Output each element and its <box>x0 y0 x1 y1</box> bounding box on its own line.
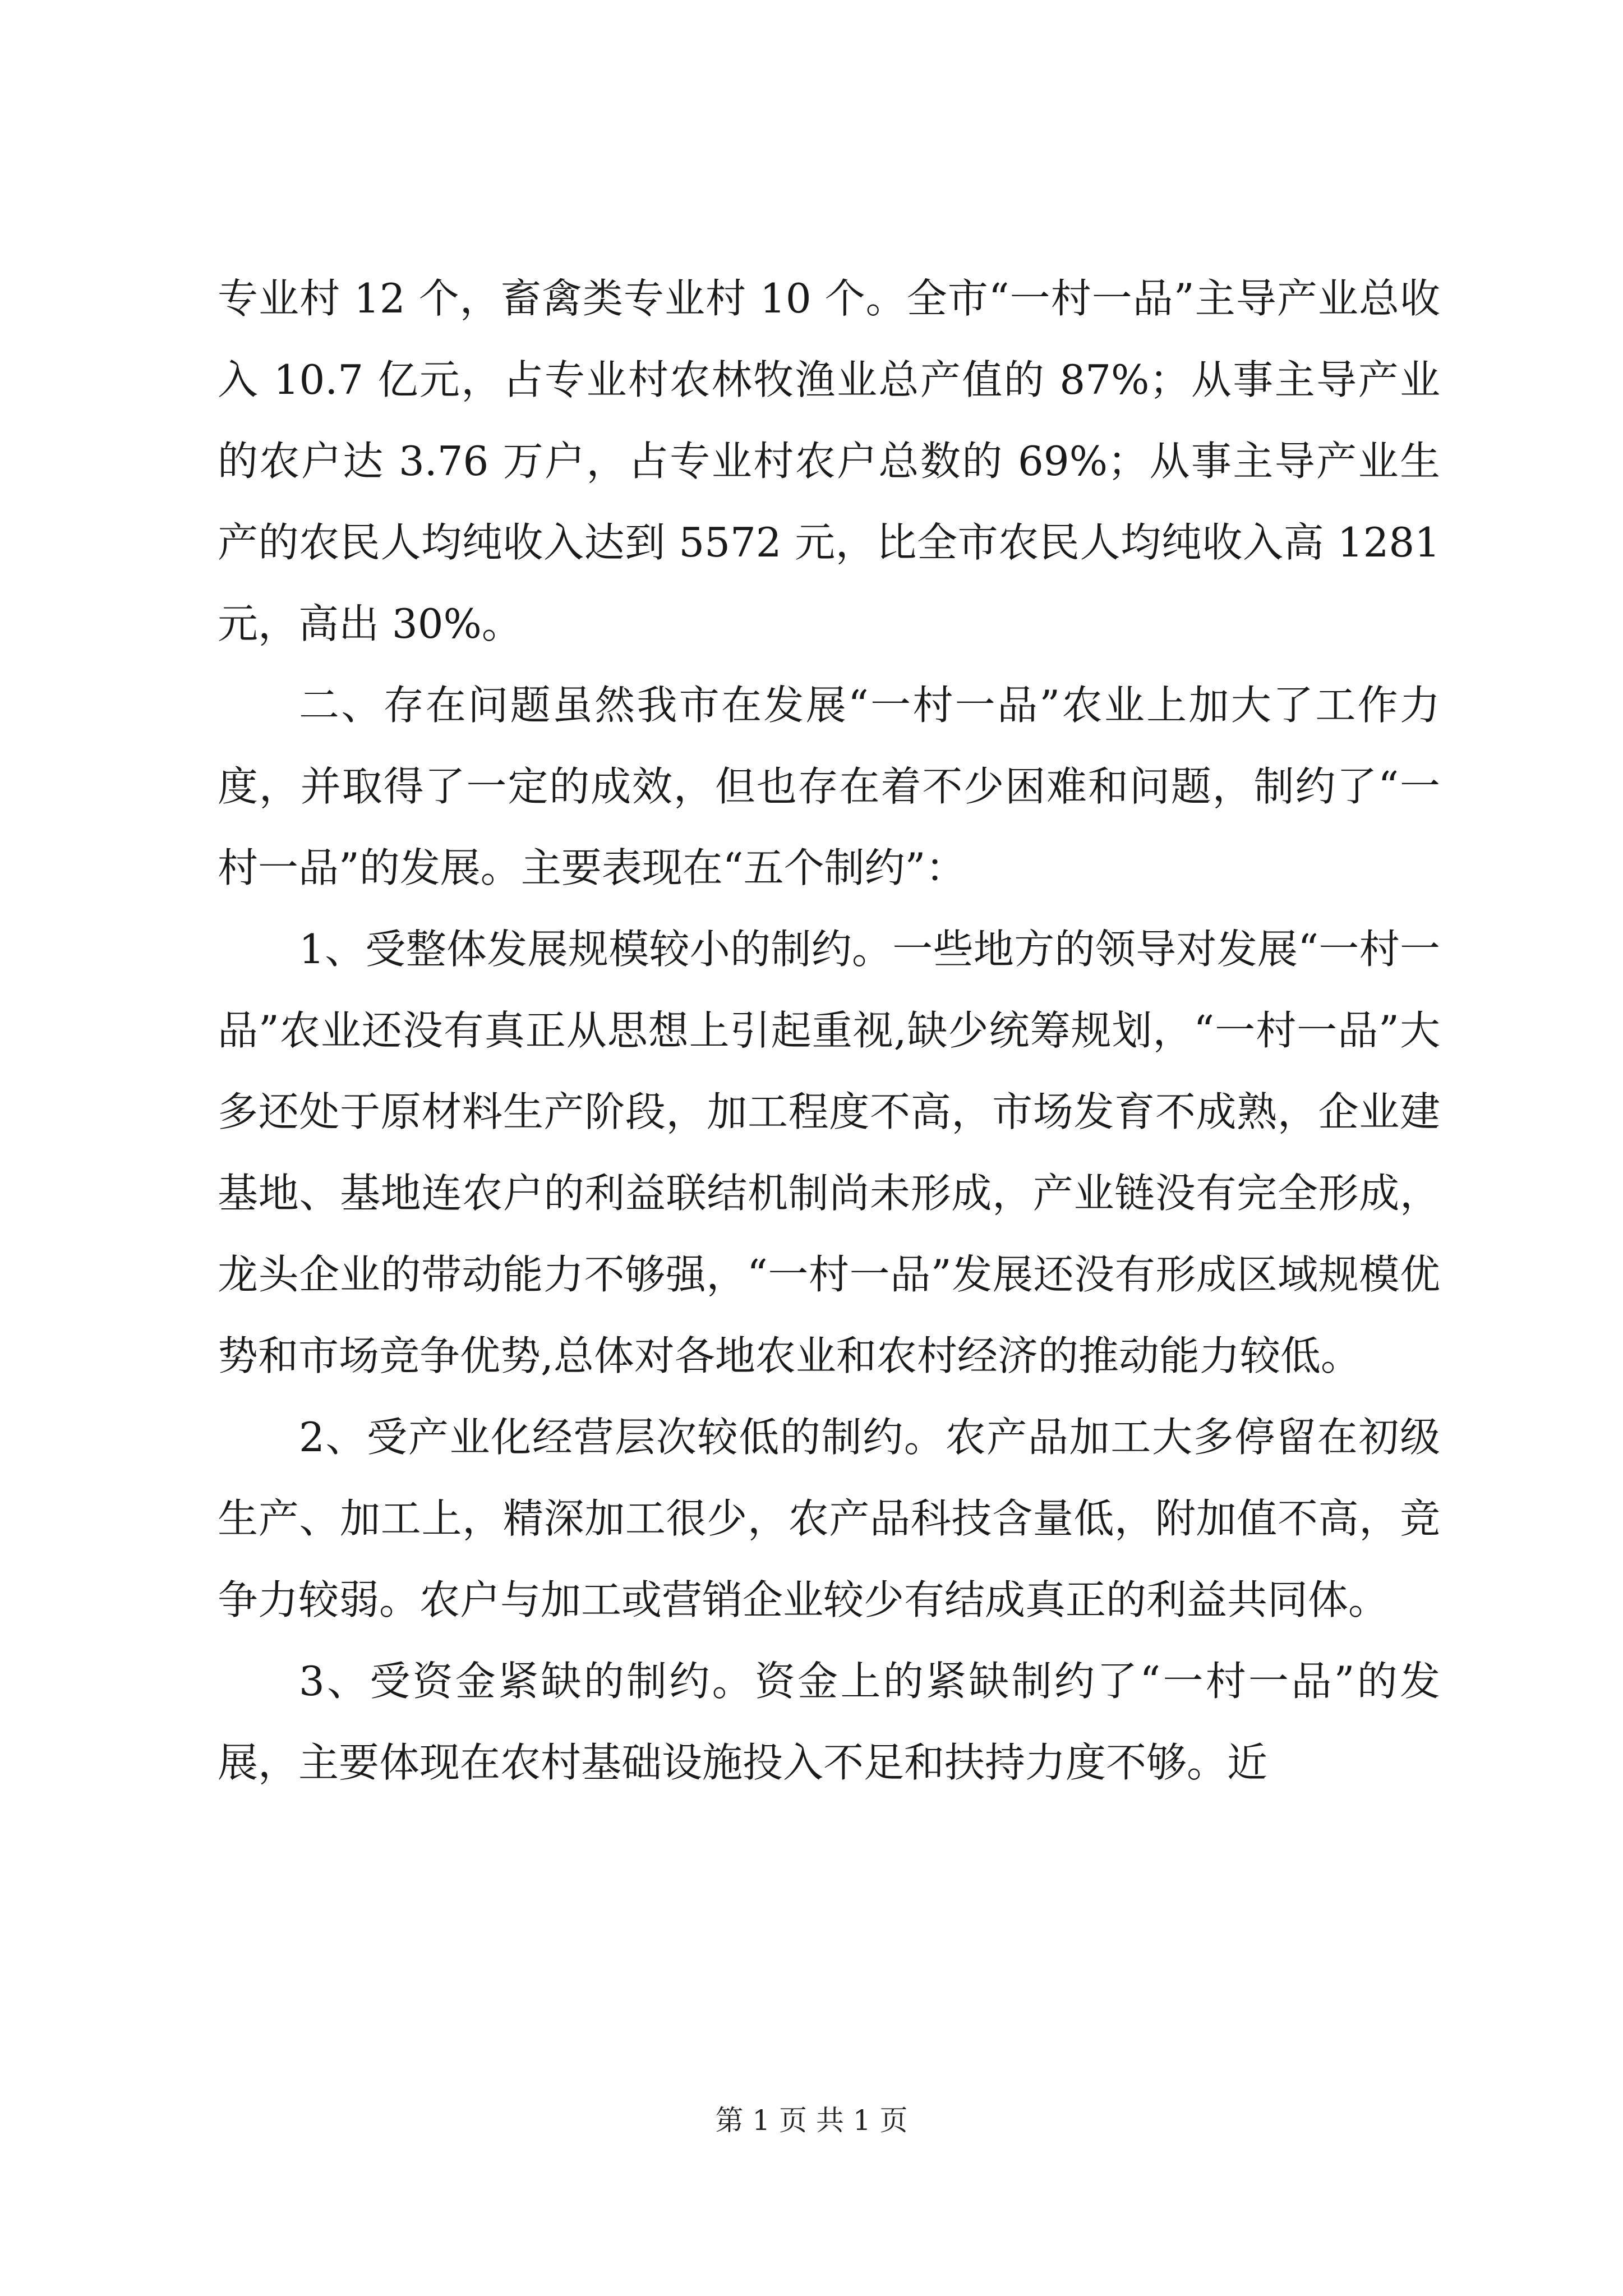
paragraph-problems-intro: 二、存在问题虽然我市在发展“一村一品”农业上加大了工作力度，并取得了一定的成效，但也存在着不少困难和问题，制约了“一村一品”的发展。主要表现在“五个制约”： <box>218 682 1440 891</box>
document-body <box>218 258 1440 1803</box>
page-footer: 第 1 页 共 1 页 <box>715 2104 908 2137</box>
paragraph-continuation: 专业村 12 个，畜禽类专业村 10 个。全市“一村一品”主导产业总收入 10.7 亿元，占专业村农林牧渔业总产值的 87%；从事主导产业的农户达 3.76 万户，占专业村农户总数的 69%；从事主导产业生产的农民人均纯收入达到 5572 元，比全市农民人均纯收入高 1281 元，高出 30%。 <box>218 275 1440 647</box>
paragraph-constraint-2: 2、受产业化经营层次较低的制约。农产品加工大多停留在初级生产、加工上，精深加工很少，农产品科技含量低，附加值不高，竞争力较弱。农户与加工或营销企业较少有结成真正的利益共同体。 <box>218 1414 1440 1623</box>
paragraph-constraint-1: 1、受整体发展规模较小的制约。一些地方的领导对发展“一村一品”农业还没有真正从思想上引起重视,缺少统筹规划，“一村一品”大多还处于原材料生产阶段，加工程度不高，市场发育不成熟，企业建基地、基地连农户的利益联结机制尚未形成，产业链没有完全形成，龙头企业的带动能力不够强，“一村一品”发展还没有形成区域规模优势和市场竞争优势,总体对各地农业和农村经济的推动能力较低。 <box>218 926 1440 1379</box>
paragraph-constraint-3: 3、受资金紧缺的制约。资金上的紧缺制约了“一村一品”的发展，主要体现在农村基础设施投入不足和扶持力度不够。近 <box>218 1658 1440 1786</box>
